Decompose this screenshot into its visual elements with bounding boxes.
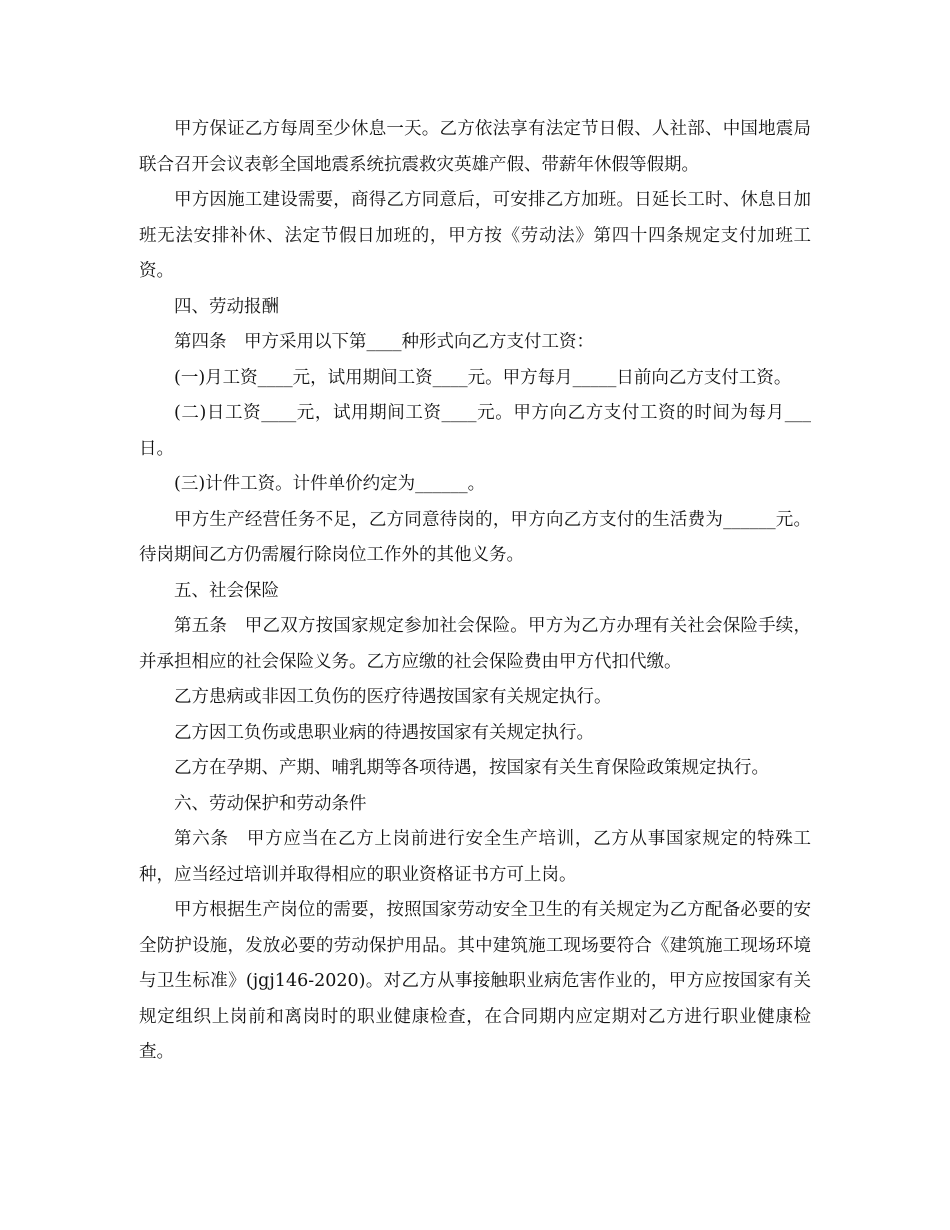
section-heading-social-insurance: 五、社会保险	[174, 580, 279, 601]
article-5: 第五条 甲乙双方按国家规定参加社会保险。甲方为乙方办理有关社会保险手续，并承担相应的社会保险义务。乙方应缴的社会保险费由甲方代扣代缴。	[139, 616, 811, 672]
clause-piece-wage: (三)计件工资。计件单价约定为______。	[174, 474, 486, 494]
clause-monthly-wage: (一)月工资____元，试用期间工资____元。甲方每月_____日前向乙方支付工资。	[174, 367, 792, 388]
clause-daily-wage: (二)日工资____元，试用期间工资____元。甲方向乙方支付工资的时间为每月___日。	[139, 403, 811, 459]
section-heading-labor-protection: 六、劳动保护和劳动条件	[174, 793, 367, 814]
article-4: 第四条 甲方采用以下第____种形式向乙方支付工资：	[174, 332, 594, 352]
paragraph-safety-equipment: 甲方根据生产岗位的需要，按照国家劳动安全卫生的有关规定为乙方配备必要的安全防护设施，发放必要的劳动保护用品。其中建筑施工现场要符合《建筑施工现场环境与卫生标准》(jgj146-2020)。对乙方从事接触职业病危害作业的，甲方应按国家有关规定组织上岗前和离岗时的职业健康检查，在合同期内应定期对乙方进行职业健康检查。	[139, 900, 811, 1062]
paragraph-overtime: 甲方因施工建设需要，商得乙方同意后，可安排乙方加班。日延长工时、休息日加班无法安排补休、法定节假日加班的，甲方按《劳动法》第四十四条规定支付加班工资。	[139, 190, 811, 281]
section-heading-remuneration: 四、劳动报酬	[174, 296, 279, 317]
document-body	[139, 112, 811, 1071]
paragraph-maternity: 乙方在孕期、产期、哺乳期等各项待遇，按国家有关生育保险政策规定执行。	[174, 758, 769, 778]
paragraph-rest-days: 甲方保证乙方每周至少休息一天。乙方依法享有法定节日假、人社部、中国地震局联合召开会议表彰全国地震系统抗震救灾英雄产假、带薪年休假等假期。	[139, 119, 811, 175]
article-6: 第六条 甲方应当在乙方上岗前进行安全生产培训，乙方从事国家规定的特殊工种，应当经过培训并取得相应的职业资格证书方可上岗。	[139, 829, 811, 885]
paragraph-standby-allowance: 甲方生产经营任务不足，乙方同意待岗的，甲方向乙方支付的生活费为______元。待岗期间乙方仍需履行除岗位工作外的其他义务。	[139, 509, 811, 565]
paragraph-illness-treatment: 乙方患病或非因工负伤的医疗待遇按国家有关规定执行。	[174, 687, 612, 707]
paragraph-work-injury: 乙方因工负伤或患职业病的待遇按国家有关规定执行。	[174, 722, 594, 743]
